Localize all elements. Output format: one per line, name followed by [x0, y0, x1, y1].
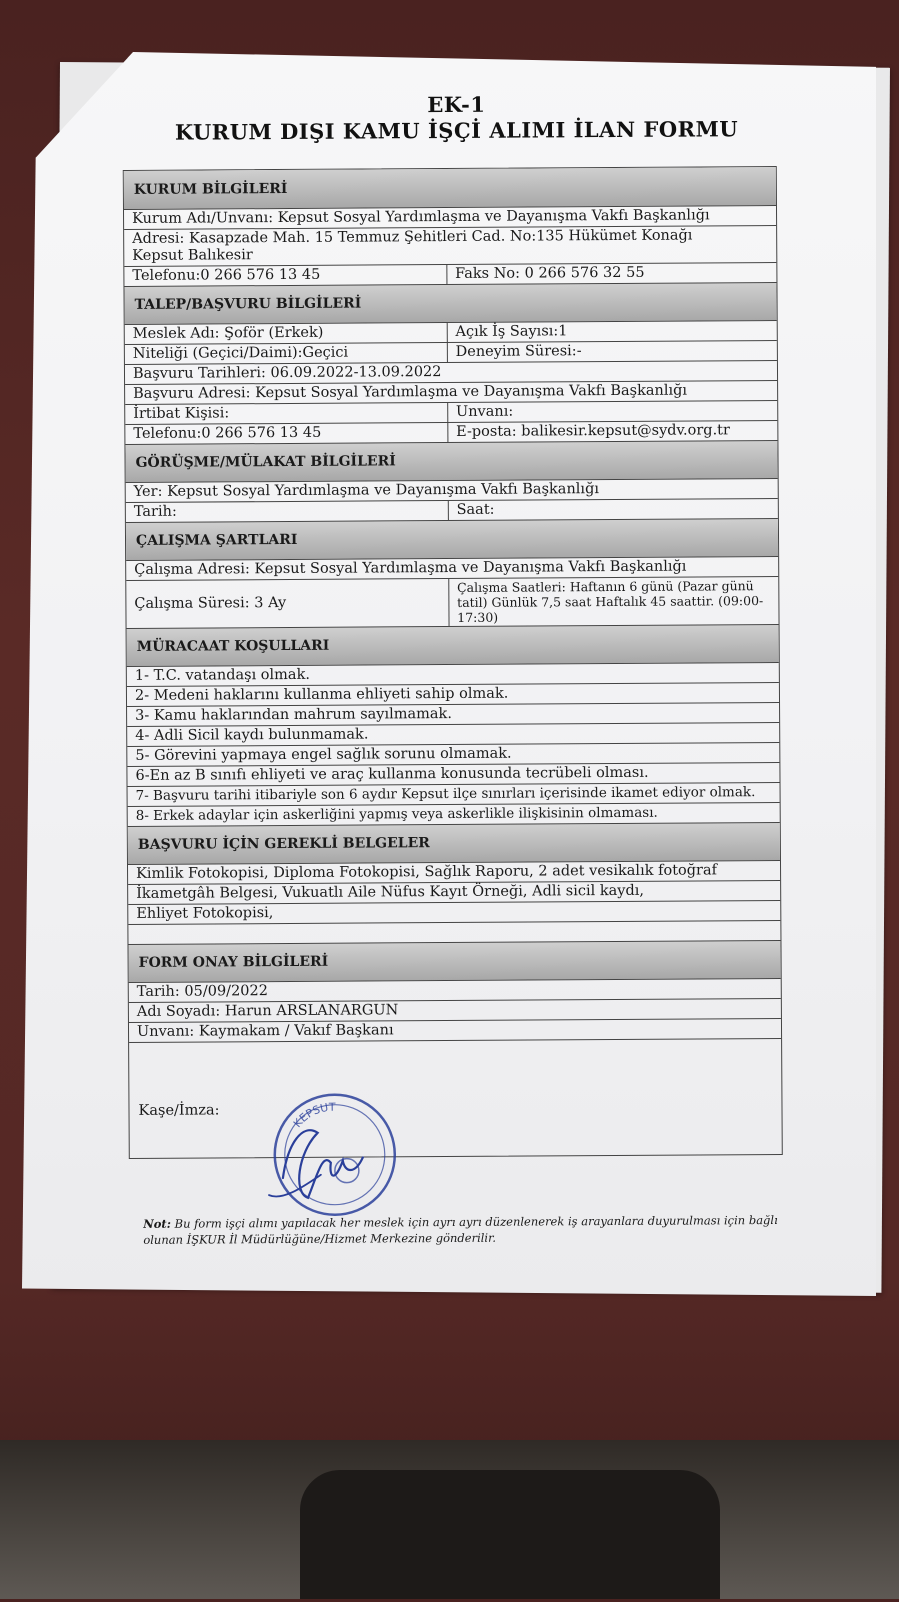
row-calisma-adresi	[126, 556, 778, 580]
kurum-telefon: Telefonu:0 266 576 13 45	[124, 265, 447, 286]
muracaat-kosulu: 1- T.C. vatandaşı olmak.	[134, 666, 311, 684]
kurum-adi: Kurum Adı/Unvanı: Kepsut Sosyal Yardımlaşma ve Dayanışma Vakfı Başkanlığı	[132, 207, 710, 227]
onay-tarih: Tarih: 05/09/2022	[136, 983, 268, 1000]
calisma-saatleri: Çalışma Saatleri: Haftanın 6 günü (Pazar günü tatil) Günlük 7,5 saat Haftalık 45 saattir. (09:00-17:30)	[457, 578, 764, 625]
list-item	[127, 762, 779, 786]
row-basvuru-tarihleri	[125, 360, 777, 384]
section-gorusme	[125, 440, 777, 482]
muracaat-kosulu: 2- Medeni haklarını kullanma ehliyeti sahip olmak.	[134, 685, 509, 704]
gorusme-yer: Yer: Kepsut Sosyal Yardımlaşma ve Dayanışma Vakfı Başkanlığı	[133, 481, 600, 500]
section-heading: GÖRÜŞME/MÜLAKAT BİLGİLERİ	[135, 453, 396, 471]
gorusme-saat: Saat:	[456, 501, 495, 518]
section-calisma	[126, 518, 778, 560]
gerekli-belge: Kimlik Fotokopisi, Diploma Fotokopisi, Sağlık Raporu, 2 adet vesikalık fotoğraf	[136, 862, 718, 882]
onay-unvani: Unvanı: Kaymakam / Vakıf Başkanı	[136, 1022, 394, 1040]
muracaat-kosulu: 7- Başvuru tarihi itibariyle son 6 aydır Kepsut ilçe sınırları içerisinde ikamet ediyor olmak.	[135, 784, 756, 804]
empty-row	[128, 920, 780, 944]
list-item	[128, 802, 780, 826]
form-title: KURUM DIŞI KAMU İŞÇİ ALIMI İLAN FORMU	[174, 116, 739, 145]
official-stamp	[262, 1082, 403, 1223]
note-text: Bu form işçi alımı yapılacak her meslek için ayrı ayrı düzenlenerek iş arayanlara duyurulması için bağlı olunan İŞKUR İl Müdürlüğüne/Hizmet Merkezine gönderilir.	[143, 1213, 778, 1247]
list-item	[127, 662, 779, 686]
list-item	[128, 860, 780, 884]
list-item	[127, 722, 779, 746]
section-belgeler	[128, 822, 780, 864]
row-kurum-adi	[124, 205, 776, 229]
section-talep	[124, 282, 776, 324]
row-meslek	[125, 320, 777, 344]
stamp-inner-ring	[284, 1104, 385, 1205]
section-heading: MÜRACAAT KOŞULLARI	[136, 637, 330, 655]
row-kase-imza	[129, 1038, 782, 1158]
row-onay-adi	[129, 998, 781, 1022]
section-kurum	[124, 167, 776, 209]
list-item	[128, 900, 780, 924]
row-nitelik	[125, 340, 777, 364]
gerekli-belge: Ehliyet Fotokopisi,	[136, 905, 274, 922]
deneyim-suresi: Deneyim Süresi:-	[455, 343, 582, 360]
irtibat-unvani: Unvanı:	[455, 403, 514, 420]
row-basvuru-adresi	[125, 380, 777, 404]
basvuru-adresi: Başvuru Adresi: Kepsut Sosyal Yardımlaşma ve Dayanışma Vakfı Başkanlığı	[133, 382, 688, 402]
row-calisma-detay	[126, 576, 778, 628]
kurum-adres	[124, 226, 776, 266]
calisma-adresi: Çalışma Adresi: Kepsut Sosyal Yardımlaşma ve Dayanışma Vakfı Başkanlığı	[134, 558, 687, 578]
section-muracaat	[127, 624, 779, 666]
muracaat-kosulu: 4- Adli Sicil kaydı bulunmamak.	[135, 726, 369, 744]
muracaat-kosulu: 5- Görevini yapmaya engel sağlık sorunu olmamak.	[135, 745, 512, 764]
row-gorusme-yer	[126, 478, 778, 502]
kurum-adres-line-1: Adresi: Kasapzade Mah. 15 Temmuz Şehitleri Cad. No:135 Hükümet Konağı	[132, 227, 693, 247]
section-heading: ÇALIŞMA ŞARTLARI	[135, 531, 298, 549]
note-label: Not:	[143, 1216, 171, 1231]
row-kurum-adres	[124, 225, 776, 266]
section-heading: KURUM BİLGİLERİ	[133, 180, 288, 198]
acik-is-sayisi: Açık İş Sayısı:1	[455, 323, 568, 340]
muracaat-kosulu: 8- Erkek adaylar için askerliğini yapmış veya askerlikle ilişkisinin olmaması.	[135, 804, 658, 824]
section-heading: TALEP/BAŞVURU BİLGİLERİ	[134, 295, 362, 313]
list-item	[127, 702, 779, 726]
row-gorusme-zaman	[126, 498, 778, 522]
kurum-adres-line-2: Kepsut Balıkesir	[132, 247, 253, 264]
talep-eposta: E-posta: balikesir.kepsut@sydv.org.tr	[456, 422, 730, 440]
meslek-adi: Meslek Adı: Şoför (Erkek)	[125, 323, 448, 344]
kase-imza-label: Kaşe/İmza:	[138, 1102, 220, 1119]
muracaat-kosulu: 3- Kamu haklarından mahrum sayılmamak.	[135, 705, 452, 724]
talep-telefon: Telefonu:0 266 576 13 45	[125, 423, 448, 444]
list-item	[127, 742, 779, 766]
onay-adi-soyadi: Adı Soyadı: Harun ARSLANARGUN	[136, 1002, 399, 1020]
list-item	[128, 880, 780, 904]
section-heading: FORM ONAY BİLGİLERİ	[138, 953, 329, 971]
announcement-form	[123, 166, 783, 1159]
list-item	[127, 682, 779, 706]
empty-cell	[128, 921, 780, 944]
gorusme-tarih: Tarih:	[126, 501, 449, 522]
gerekli-belge: İkametgâh Belgesi, Vukuatlı Aile Nüfus Kayıt Örneği, Adli sicil kaydı,	[136, 882, 645, 902]
calisma-suresi: Çalışma Süresi: 3 Ay	[126, 579, 449, 628]
footer-note	[143, 1212, 813, 1248]
row-onay-tarih	[129, 978, 781, 1002]
kurum-faks: Faks No: 0 266 576 32 55	[455, 264, 645, 282]
niteligi: Niteliği (Geçici/Daimi):Geçici	[125, 343, 448, 364]
stamp-text: KEPSUT	[290, 1100, 336, 1131]
row-talep-iletisim	[125, 420, 777, 444]
row-kurum-iletisim	[124, 262, 776, 286]
muracaat-kosulu: 6-En az B sınıfı ehliyeti ve araç kullanma konusunda tecrübeli olması.	[135, 764, 649, 784]
list-item	[128, 782, 780, 806]
section-onay	[128, 940, 780, 982]
basvuru-tarihleri: Başvuru Tarihleri: 06.09.2022-13.09.2022	[132, 364, 442, 382]
annex-label: EK-1	[427, 91, 486, 118]
section-heading: BAŞVURU İÇİN GEREKLİ BELGELER	[137, 835, 430, 853]
irtibat-kisisi: İrtibat Kişisi:	[125, 403, 448, 424]
signature-scribble	[283, 1130, 363, 1198]
row-irtibat	[125, 400, 777, 424]
